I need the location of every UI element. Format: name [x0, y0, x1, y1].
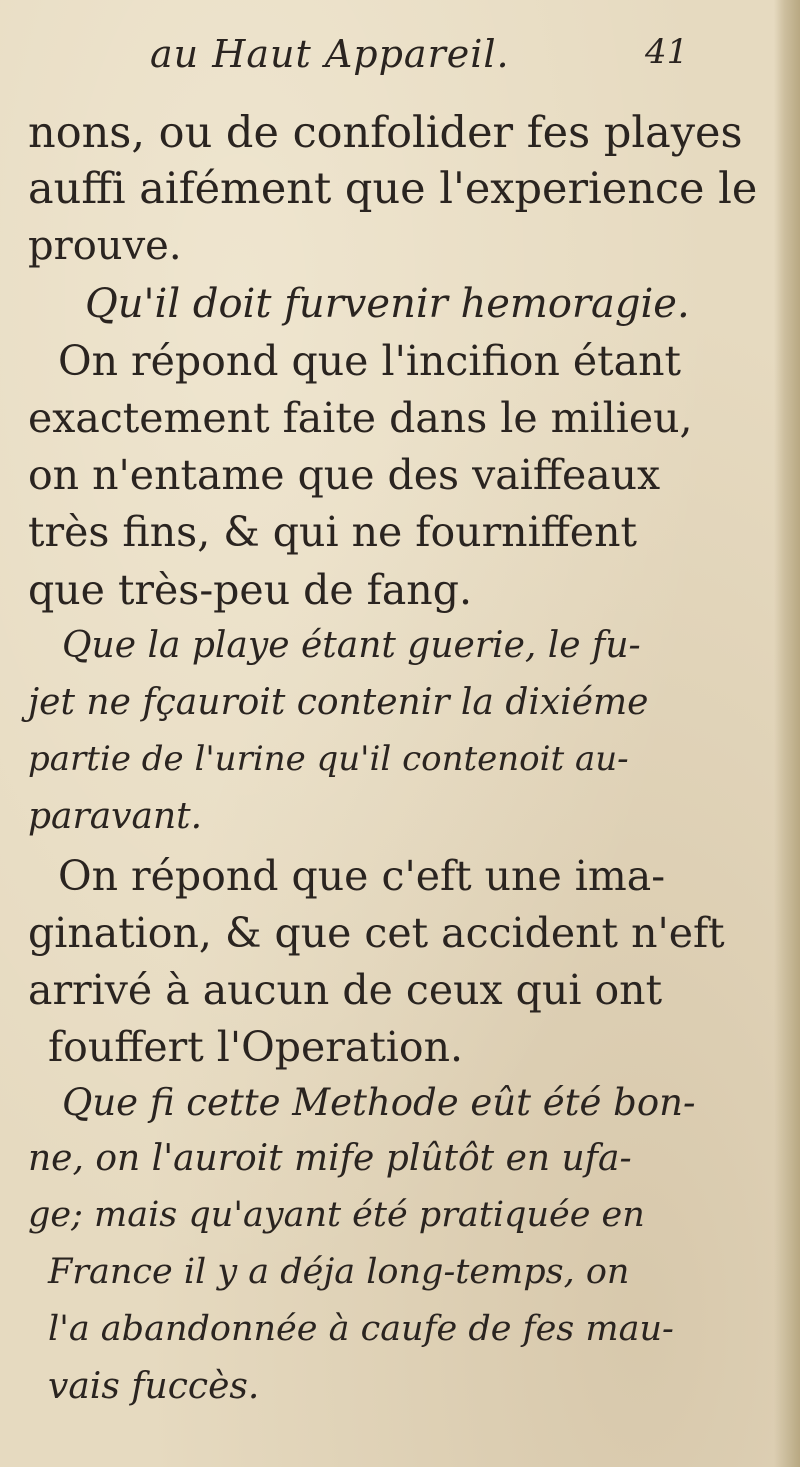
objection-heading: Que la playe étant guerie, le fu-	[62, 625, 641, 666]
objection-heading: Que fi cette Methode eût été bon-	[62, 1081, 696, 1124]
text-line: que très-peu de fang.	[28, 566, 472, 614]
text-line: France il y a déja long-temps, on	[48, 1252, 630, 1292]
text-line: fouffert l'Operation.	[48, 1023, 464, 1071]
text-line: partie de l'urine qu'il contenoit au-	[28, 739, 629, 779]
text-line: On répond que l'incifion étant	[58, 337, 681, 385]
page-number: 41	[645, 32, 689, 72]
text-line: prouve.	[28, 223, 182, 269]
text-line: ne, on l'auroit mife plûtôt en ufa-	[28, 1138, 632, 1179]
text-line: On répond que c'eft une ima-	[58, 852, 666, 900]
objection-heading: Qu'il doit furvenir hemoragie.	[85, 281, 690, 327]
text-line: très fins, & qui ne fourniffent	[28, 508, 637, 556]
running-head: au Haut Appareil.	[150, 32, 510, 76]
text-line: paravant.	[28, 796, 203, 837]
page-edge-shadow	[774, 0, 800, 1467]
text-line: on n'entame que des vaiffeaux	[28, 451, 661, 499]
text-line: l'a abandonnée à caufe de fes mau-	[48, 1309, 674, 1349]
text-line: nons, ou de confolider fes playes	[28, 108, 743, 158]
text-line: gination, & que cet accident n'eft	[28, 909, 725, 957]
text-line: exactement faite dans le milieu,	[28, 394, 693, 442]
text-line: jet ne fçauroit contenir la dixiéme	[28, 682, 649, 723]
text-line: auffi aifément que l'experience le	[28, 164, 758, 214]
page-header	[150, 32, 710, 92]
text-line: ge; mais qu'ayant été pratiquée en	[28, 1195, 645, 1235]
text-line: arrivé à aucun de ceux qui ont	[28, 966, 663, 1014]
text-line: vais fuccès.	[48, 1366, 260, 1407]
